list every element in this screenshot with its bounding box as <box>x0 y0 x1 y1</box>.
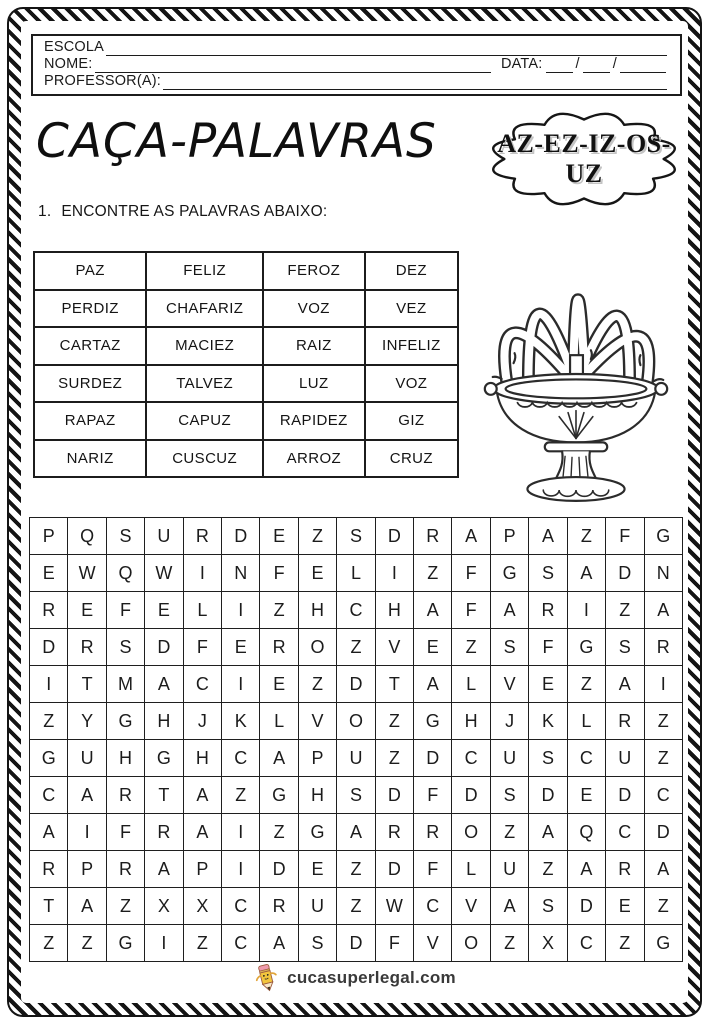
grid-cell: R <box>529 592 567 629</box>
grid-cell: Z <box>375 740 413 777</box>
grid-cell: D <box>414 740 452 777</box>
word-bank-cell: MACIEZ <box>146 327 263 365</box>
grid-cell: D <box>375 777 413 814</box>
grid-cell: U <box>145 518 183 555</box>
grid-cell: W <box>68 555 106 592</box>
grid-cell: V <box>298 703 336 740</box>
letter-grid-row <box>30 666 683 703</box>
fountain-illustration <box>462 238 690 510</box>
grid-cell: A <box>145 851 183 888</box>
instruction-line <box>38 203 327 221</box>
grid-cell: C <box>183 666 221 703</box>
grid-cell: J <box>490 703 528 740</box>
grid-cell: I <box>183 555 221 592</box>
grid-cell: V <box>375 629 413 666</box>
grid-cell: F <box>375 925 413 962</box>
word-bank-cell: RAIZ <box>263 327 365 365</box>
grid-cell: E <box>260 666 298 703</box>
letter-grid-row <box>30 740 683 777</box>
grid-cell: Z <box>298 666 336 703</box>
grid-cell: P <box>68 851 106 888</box>
grid-cell: X <box>145 888 183 925</box>
grid-cell: Z <box>337 629 375 666</box>
grid-cell: R <box>68 629 106 666</box>
grid-cell: V <box>452 888 490 925</box>
letter-grid-row <box>30 703 683 740</box>
grid-cell: D <box>606 555 644 592</box>
grid-cell: Z <box>490 925 528 962</box>
word-bank-cell: VEZ <box>365 290 458 328</box>
teacher-row <box>44 73 669 90</box>
grid-cell: Z <box>183 925 221 962</box>
grid-cell: V <box>414 925 452 962</box>
grid-cell: A <box>145 666 183 703</box>
grid-cell: L <box>567 703 605 740</box>
grid-cell: A <box>30 814 68 851</box>
grid-cell: A <box>606 666 644 703</box>
grid-cell: L <box>452 666 490 703</box>
grid-cell: U <box>490 851 528 888</box>
grid-cell: A <box>414 666 452 703</box>
grid-cell: A <box>414 592 452 629</box>
date-year-blank <box>620 58 666 73</box>
grid-cell: A <box>529 814 567 851</box>
grid-cell: G <box>644 518 683 555</box>
date-slash-1: / <box>575 56 580 72</box>
grid-cell: C <box>567 925 605 962</box>
word-bank-cell: INFELIZ <box>365 327 458 365</box>
grid-cell: Z <box>606 925 644 962</box>
grid-cell: U <box>606 740 644 777</box>
grid-cell: F <box>606 518 644 555</box>
footer <box>0 962 709 994</box>
grid-cell: O <box>452 814 490 851</box>
grid-cell: Z <box>337 888 375 925</box>
grid-cell: T <box>68 666 106 703</box>
grid-cell: Z <box>260 592 298 629</box>
grid-cell: P <box>298 740 336 777</box>
grid-cell: L <box>260 703 298 740</box>
grid-cell: N <box>222 555 260 592</box>
grid-cell: X <box>529 925 567 962</box>
word-bank-cell: VOZ <box>365 365 458 403</box>
grid-cell: Z <box>567 666 605 703</box>
word-bank-row <box>34 327 458 365</box>
grid-cell: R <box>260 629 298 666</box>
grid-cell: S <box>106 629 144 666</box>
grid-cell: Q <box>106 555 144 592</box>
suffix-badge-line: UZ <box>565 159 603 188</box>
grid-cell: G <box>106 925 144 962</box>
grid-cell: Z <box>567 518 605 555</box>
grid-cell: E <box>529 666 567 703</box>
grid-cell: S <box>529 888 567 925</box>
grid-cell: S <box>337 777 375 814</box>
grid-cell: D <box>606 777 644 814</box>
word-bank-cell: PAZ <box>34 252 146 290</box>
word-bank-cell: CRUZ <box>365 440 458 478</box>
grid-cell: O <box>452 925 490 962</box>
word-bank-body <box>34 252 458 477</box>
grid-cell: I <box>222 851 260 888</box>
grid-cell: D <box>644 814 683 851</box>
grid-cell: A <box>490 592 528 629</box>
word-bank-cell: RAPIDEZ <box>263 402 365 440</box>
grid-cell: R <box>644 629 683 666</box>
grid-cell: I <box>222 814 260 851</box>
grid-cell: A <box>183 814 221 851</box>
word-bank-row <box>34 290 458 328</box>
grid-cell: S <box>337 518 375 555</box>
grid-cell: A <box>260 740 298 777</box>
grid-cell: G <box>260 777 298 814</box>
grid-cell: S <box>529 555 567 592</box>
word-bank-cell: LUZ <box>263 365 365 403</box>
grid-cell: A <box>644 592 683 629</box>
word-bank-row <box>34 440 458 478</box>
grid-cell: J <box>183 703 221 740</box>
grid-cell: R <box>414 814 452 851</box>
grid-cell: C <box>30 777 68 814</box>
grid-cell: I <box>222 666 260 703</box>
grid-cell: G <box>30 740 68 777</box>
grid-cell: E <box>606 888 644 925</box>
worksheet-title: CAÇA-PALAVRAS <box>36 114 437 169</box>
grid-cell: L <box>452 851 490 888</box>
grid-cell: C <box>452 740 490 777</box>
grid-cell: F <box>183 629 221 666</box>
grid-cell: A <box>452 518 490 555</box>
grid-cell: N <box>644 555 683 592</box>
grid-cell: L <box>337 555 375 592</box>
grid-cell: R <box>30 851 68 888</box>
grid-cell: G <box>644 925 683 962</box>
grid-cell: D <box>529 777 567 814</box>
letter-grid-row <box>30 592 683 629</box>
grid-cell: U <box>337 740 375 777</box>
word-bank-cell: CUSCUZ <box>146 440 263 478</box>
grid-cell: R <box>106 777 144 814</box>
name-date-row <box>44 56 669 73</box>
grid-cell: D <box>452 777 490 814</box>
grid-cell: C <box>222 925 260 962</box>
grid-cell: M <box>106 666 144 703</box>
grid-cell: L <box>183 592 221 629</box>
name-blank-line <box>95 58 491 73</box>
grid-cell: F <box>106 592 144 629</box>
grid-cell: H <box>452 703 490 740</box>
grid-cell: C <box>644 777 683 814</box>
grid-cell: R <box>145 814 183 851</box>
grid-cell: Z <box>606 592 644 629</box>
grid-cell: C <box>606 814 644 851</box>
grid-cell: D <box>222 518 260 555</box>
suffix-cloud-badge <box>466 96 702 222</box>
grid-cell: S <box>529 740 567 777</box>
grid-cell: R <box>414 518 452 555</box>
grid-cell: A <box>644 851 683 888</box>
grid-cell: I <box>145 925 183 962</box>
grid-cell: E <box>30 555 68 592</box>
grid-cell: Z <box>529 851 567 888</box>
letter-grid-body <box>30 518 683 962</box>
grid-cell: I <box>644 666 683 703</box>
grid-cell: H <box>145 703 183 740</box>
grid-cell: K <box>222 703 260 740</box>
header-box <box>31 34 682 96</box>
grid-cell: R <box>260 888 298 925</box>
grid-cell: D <box>260 851 298 888</box>
grid-cell: Z <box>490 814 528 851</box>
word-bank-cell: NARIZ <box>34 440 146 478</box>
letter-grid-row <box>30 851 683 888</box>
suffix-badge-text <box>486 108 682 210</box>
grid-cell: P <box>490 518 528 555</box>
grid-cell: A <box>529 518 567 555</box>
letter-grid-row <box>30 629 683 666</box>
pencil-mascot-icon <box>253 963 279 993</box>
grid-cell: A <box>490 888 528 925</box>
grid-cell: O <box>337 703 375 740</box>
grid-cell: A <box>183 777 221 814</box>
word-bank-row <box>34 402 458 440</box>
grid-cell: D <box>337 925 375 962</box>
grid-cell: Z <box>375 703 413 740</box>
grid-cell: S <box>106 518 144 555</box>
grid-cell: Q <box>68 518 106 555</box>
date-slash-2: / <box>612 56 617 72</box>
letter-grid-row <box>30 777 683 814</box>
grid-cell: R <box>606 851 644 888</box>
grid-cell: Q <box>567 814 605 851</box>
grid-cell: A <box>567 555 605 592</box>
grid-cell: D <box>375 851 413 888</box>
letter-grid-row <box>30 518 683 555</box>
grid-cell: S <box>490 629 528 666</box>
word-bank-cell: FELIZ <box>146 252 263 290</box>
grid-cell: E <box>298 851 336 888</box>
word-bank-row <box>34 365 458 403</box>
grid-cell: Z <box>68 925 106 962</box>
grid-cell: C <box>222 740 260 777</box>
grid-cell: S <box>490 777 528 814</box>
grid-cell: F <box>106 814 144 851</box>
grid-cell: H <box>106 740 144 777</box>
grid-cell: R <box>606 703 644 740</box>
grid-cell: R <box>30 592 68 629</box>
grid-cell: P <box>30 518 68 555</box>
letter-grid <box>29 517 683 962</box>
grid-cell: X <box>183 888 221 925</box>
teacher-blank-line <box>163 75 667 90</box>
grid-cell: G <box>490 555 528 592</box>
word-bank-cell: CHAFARIZ <box>146 290 263 328</box>
school-row <box>44 39 669 56</box>
grid-cell: U <box>298 888 336 925</box>
grid-cell: C <box>222 888 260 925</box>
grid-cell: F <box>529 629 567 666</box>
letter-grid-row <box>30 814 683 851</box>
grid-cell: I <box>375 555 413 592</box>
word-bank-cell: FEROZ <box>263 252 365 290</box>
grid-cell: H <box>375 592 413 629</box>
grid-cell: Z <box>106 888 144 925</box>
grid-cell: R <box>106 851 144 888</box>
grid-cell: A <box>567 851 605 888</box>
grid-cell: I <box>68 814 106 851</box>
school-blank-line <box>106 41 667 56</box>
grid-cell: H <box>298 592 336 629</box>
grid-cell: E <box>222 629 260 666</box>
word-bank-table <box>33 251 459 478</box>
grid-cell: E <box>260 518 298 555</box>
grid-cell: G <box>567 629 605 666</box>
grid-cell: A <box>260 925 298 962</box>
grid-cell: E <box>298 555 336 592</box>
grid-cell: G <box>414 703 452 740</box>
grid-cell: Y <box>68 703 106 740</box>
grid-cell: Z <box>30 703 68 740</box>
word-bank-cell: PERDIZ <box>34 290 146 328</box>
grid-cell: F <box>452 555 490 592</box>
grid-cell: Z <box>260 814 298 851</box>
instruction-text: ENCONTRE AS PALAVRAS ABAIXO: <box>61 203 328 220</box>
word-bank-row <box>34 252 458 290</box>
grid-cell: G <box>145 740 183 777</box>
grid-cell: U <box>68 740 106 777</box>
grid-cell: Z <box>452 629 490 666</box>
letter-grid-row <box>30 888 683 925</box>
word-bank-cell: TALVEZ <box>146 365 263 403</box>
grid-cell: W <box>145 555 183 592</box>
grid-cell: D <box>145 629 183 666</box>
grid-cell: T <box>145 777 183 814</box>
grid-cell: Z <box>337 851 375 888</box>
word-bank-cell: CARTAZ <box>34 327 146 365</box>
grid-cell: C <box>567 740 605 777</box>
grid-cell: S <box>606 629 644 666</box>
grid-cell: D <box>337 666 375 703</box>
grid-cell: E <box>68 592 106 629</box>
grid-cell: V <box>490 666 528 703</box>
footer-site-text: cucasuperlegal.com <box>287 968 456 987</box>
word-bank-cell: CAPUZ <box>146 402 263 440</box>
grid-cell: A <box>337 814 375 851</box>
date-month-blank <box>583 58 610 73</box>
grid-cell: G <box>106 703 144 740</box>
grid-cell: O <box>298 629 336 666</box>
word-bank-cell: GIZ <box>365 402 458 440</box>
word-bank-cell: ARROZ <box>263 440 365 478</box>
grid-cell: T <box>30 888 68 925</box>
grid-cell: Z <box>644 740 683 777</box>
date-day-blank <box>546 58 573 73</box>
grid-cell: G <box>298 814 336 851</box>
grid-cell: C <box>337 592 375 629</box>
word-bank-cell: DEZ <box>365 252 458 290</box>
grid-cell: F <box>260 555 298 592</box>
grid-cell: Z <box>298 518 336 555</box>
word-bank-cell: RAPAZ <box>34 402 146 440</box>
grid-cell: F <box>452 592 490 629</box>
word-bank-cell: VOZ <box>263 290 365 328</box>
grid-cell: W <box>375 888 413 925</box>
letter-grid-row <box>30 925 683 962</box>
grid-cell: A <box>68 777 106 814</box>
grid-cell: R <box>375 814 413 851</box>
teacher-label: PROFESSOR(A): <box>44 73 161 89</box>
grid-cell: C <box>414 888 452 925</box>
grid-cell: Z <box>414 555 452 592</box>
grid-cell: D <box>375 518 413 555</box>
grid-cell: Z <box>222 777 260 814</box>
grid-cell: U <box>490 740 528 777</box>
instruction-number: 1. <box>38 203 52 220</box>
grid-cell: Z <box>644 703 683 740</box>
grid-cell: F <box>414 851 452 888</box>
suffix-badge-line: AZ-EZ-IZ-OS- <box>497 129 671 159</box>
grid-cell: A <box>68 888 106 925</box>
grid-cell: D <box>567 888 605 925</box>
grid-cell: F <box>414 777 452 814</box>
name-label: NOME: <box>44 56 93 72</box>
grid-cell: I <box>30 666 68 703</box>
letter-grid-row <box>30 555 683 592</box>
grid-cell: P <box>183 851 221 888</box>
grid-cell: H <box>183 740 221 777</box>
word-bank-cell: SURDEZ <box>34 365 146 403</box>
grid-cell: T <box>375 666 413 703</box>
grid-cell: D <box>30 629 68 666</box>
grid-cell: E <box>145 592 183 629</box>
grid-cell: Z <box>644 888 683 925</box>
grid-cell: H <box>298 777 336 814</box>
school-label: ESCOLA <box>44 39 105 55</box>
grid-cell: I <box>222 592 260 629</box>
grid-cell: R <box>183 518 221 555</box>
grid-cell: E <box>414 629 452 666</box>
grid-cell: Z <box>30 925 68 962</box>
date-label: DATA: <box>500 56 543 72</box>
grid-cell: S <box>298 925 336 962</box>
grid-cell: E <box>567 777 605 814</box>
grid-cell: I <box>567 592 605 629</box>
grid-cell: K <box>529 703 567 740</box>
